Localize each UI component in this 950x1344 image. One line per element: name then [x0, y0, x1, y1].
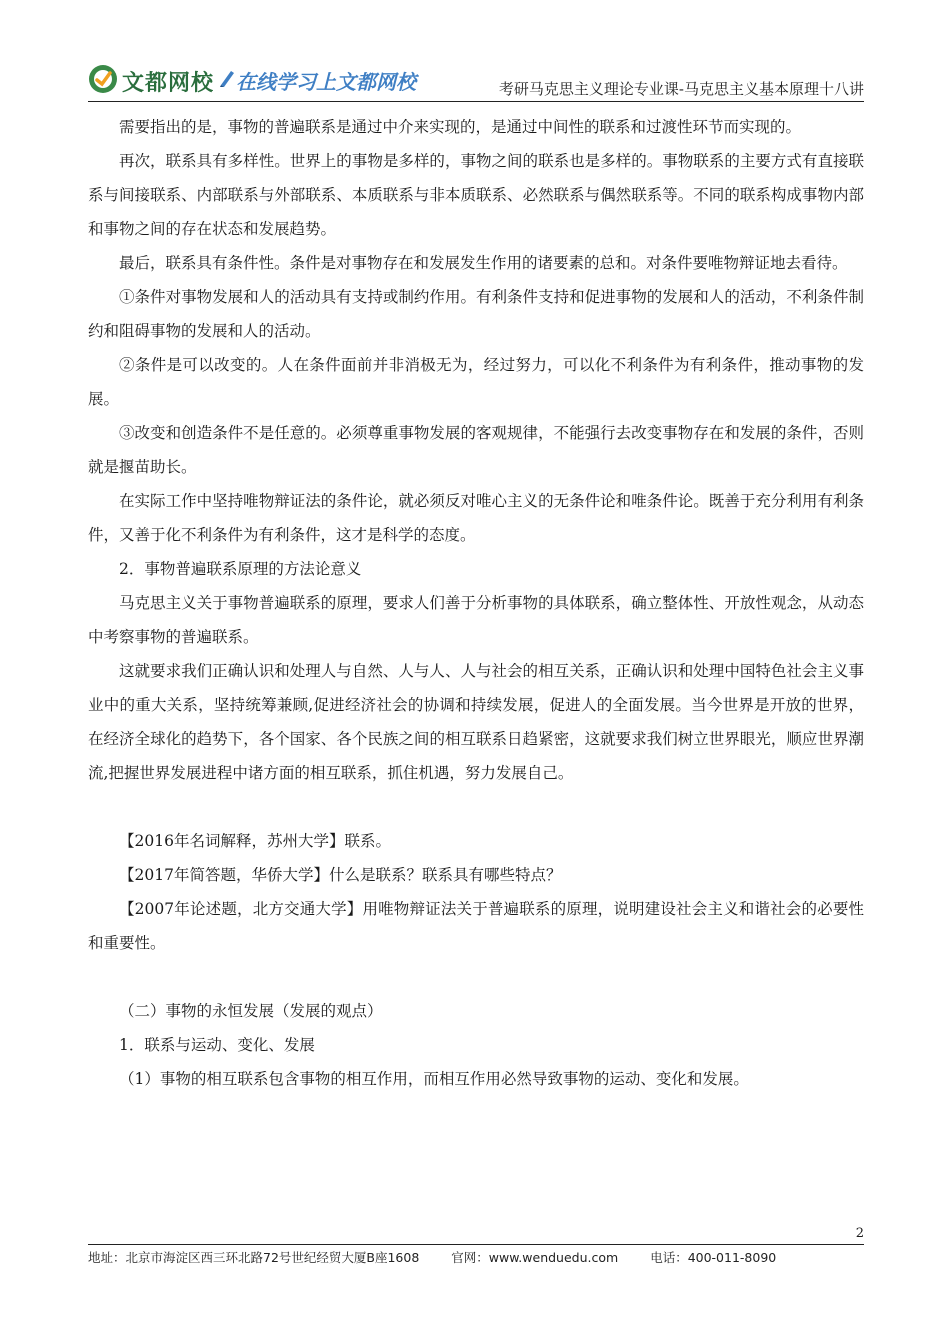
- paragraph: ①条件对事物发展和人的活动具有支持或制约作用。有利条件支持和促进事物的发展和人的活动，不利条件制约和阻碍事物的发展和人的活动。: [88, 288, 864, 340]
- header-divider: [88, 101, 864, 102]
- page-body: [88, 110, 864, 1096]
- pen-icon: [218, 68, 236, 88]
- paragraph: 最后，联系具有条件性。条件是对事物存在和发展发生作用的诸要素的总和。对条件要唯物辩证地去看待。: [119, 254, 848, 272]
- paragraph: ②条件是可以改变的。人在条件面前并非消极无为，经过努力，可以化不利条件为有利条件，推动事物的发展。: [88, 356, 864, 408]
- section-heading: （二）事物的永恒发展（发展的观点）: [119, 1002, 383, 1020]
- subsection-heading: 1．联系与运动、变化、发展: [119, 1036, 315, 1054]
- document-title: 考研马克思主义理论专业课-马克思主义基本原理十八讲: [498, 80, 864, 98]
- page-header: [88, 60, 864, 105]
- paragraph: 再次，联系具有多样性。世界上的事物是多样的，事物之间的联系也是多样的。事物联系的主要方式有直接联系与间接联系、内部联系与外部联系、本质联系与非本质联系、必然联系与偶然联系等。不同的联系构成事物内部和事物之间的存在状态和发展趋势。: [88, 152, 864, 238]
- paragraph: 这就要求我们正确认识和处理人与自然、人与人、人与社会的相互关系，正确认识和处理中国特色社会主义事业中的重大关系，坚持统筹兼顾,促进经济社会的协调和持续发展，促进人的全面发展。当今世界是开放的世界，在经济全球化的趋势下，各个国家、各个民族之间的相互联系日趋紧密，这就要求我们树立世界眼光，顺应世界潮流,把握世界发展进程中诸方面的相互联系，抓住机遇，努力发展自己。: [88, 662, 864, 782]
- brand-slogan: 在线学习上文都网校: [236, 70, 416, 94]
- exam-question: 【2016年名词解释，苏州大学】联系。: [119, 832, 391, 850]
- paragraph: 马克思主义关于事物普遍联系的原理，要求人们善于分析事物的具体联系，确立整体性、开放性观念，从动态中考察事物的普遍联系。: [88, 594, 864, 646]
- paragraph: （1）事物的相互联系包含事物的相互作用，而相互作用必然导致事物的运动、变化和发展。: [119, 1070, 749, 1088]
- paragraph: 在实际工作中坚持唯物辩证法的条件论，就必须反对唯心主义的无条件论和唯条件论。既善于充分利用有利条件，又善于化不利条件为有利条件，这才是科学的态度。: [88, 492, 864, 544]
- wendu-logo-icon: [88, 64, 118, 94]
- paragraph: 需要指出的是，事物的普遍联系是通过中介来实现的，是通过中间性的联系和过渡性环节而实现的。: [119, 118, 802, 136]
- spacer: [88, 790, 864, 824]
- page-footer: [88, 1248, 804, 1266]
- footer-divider: [88, 1244, 864, 1245]
- brand-logo-text: 文都网校: [122, 71, 215, 96]
- subsection-heading: 2．事物普遍联系原理的方法论意义: [119, 560, 362, 578]
- exam-question: 【2017年简答题，华侨大学】什么是联系？联系具有哪些特点？: [119, 866, 562, 884]
- paragraph: ③改变和创造条件不是任意的。必须尊重事物发展的客观规律，不能强行去改变事物存在和发展的条件，否则就是揠苗助长。: [88, 424, 864, 476]
- spacer: [88, 960, 864, 994]
- footer-phone: 电话：400-011-8090: [650, 1250, 777, 1265]
- exam-question: 【2007年论述题，北方交通大学】用唯物辩证法关于普遍联系的原理，说明建设社会主义和谐社会的必要性和重要性。: [88, 900, 864, 952]
- footer-website: 官网：www.wenduedu.com: [451, 1250, 619, 1265]
- page-number: 2: [855, 1226, 864, 1241]
- footer-address: 地址：北京市海淀区西三环北路72号世纪经贸大厦B座1608: [88, 1250, 420, 1265]
